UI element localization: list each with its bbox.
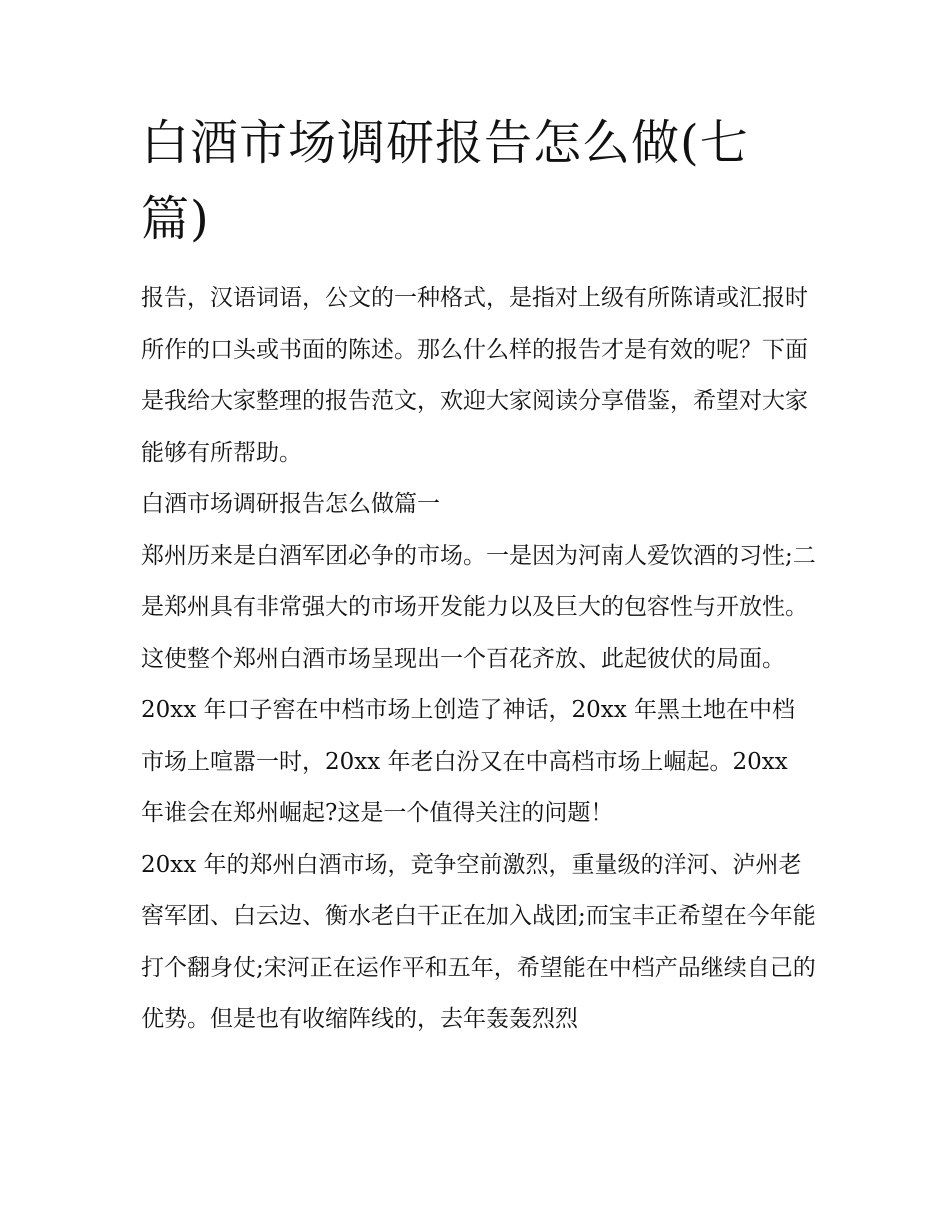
section-heading: 白酒市场调研报告怎么做篇一 (141, 491, 440, 517)
body-paragraph-1: 郑州历来是白酒军团必争的市场。一是因为河南人爱饮酒的习性;二是郑州具有非常强大的市场开发能力以及巨大的包容性与开放性。这使整个郑州白酒市场呈现出一个百花齐放、此起彼伏的局面。20xx 年口子窖在中档市场上创造了神话，20xx 年黑土地在中档市场上喧嚣一时，20xx 年老白汾又在中高档市场上崛起。20xx 年谁会在郑州崛起?这是一个值得关注的问题！ (141, 542, 816, 826)
document-body (141, 273, 816, 1046)
document-title: 白酒市场调研报告怎么做(七篇) (141, 115, 749, 247)
intro-paragraph: 报告，汉语词语，公文的一种格式，是指对上级有所陈请或汇报时所作的口头或书面的陈述。那么什么样的报告才是有效的呢？下面是我给大家整理的报告范文，欢迎大家阅读分享借鉴，希望对大家能够有所帮助。 (141, 285, 808, 466)
body-paragraph-2: 20xx 年的郑州白酒市场，竞争空前激烈，重量级的洋河、泸州老窖军团、白云边、衡水老白干正在加入战团;而宝丰正希望在今年能打个翻身仗;宋河正在运作平和五年，希望能在中档产品继续自己的优势。但是也有收缩阵线的，去年轰轰烈烈 (141, 851, 816, 1032)
